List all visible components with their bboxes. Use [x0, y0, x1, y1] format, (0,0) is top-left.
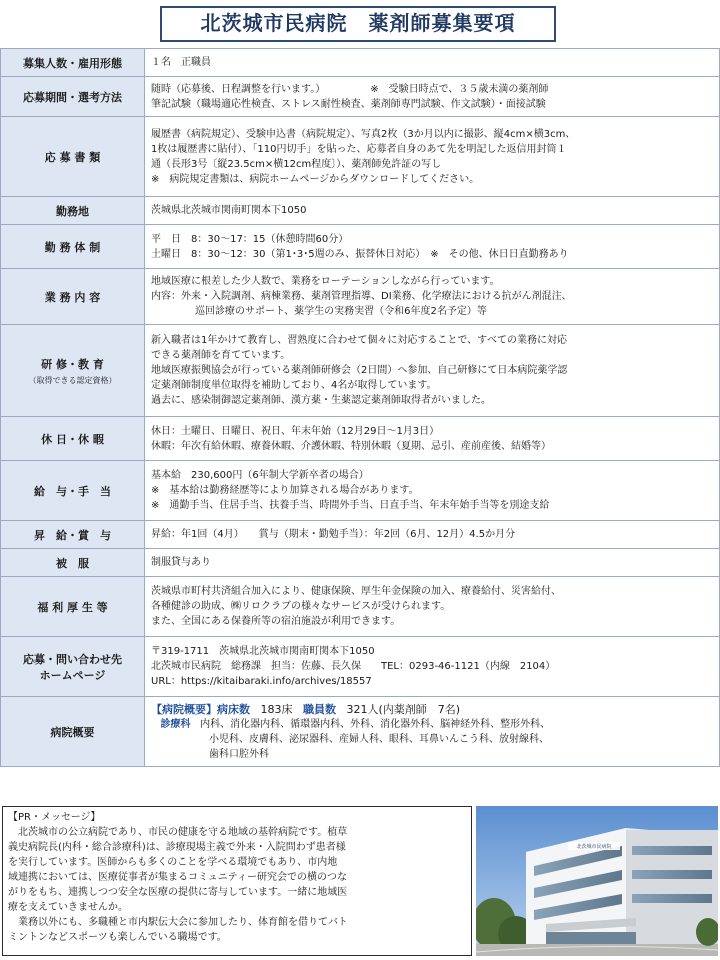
staff-label: 職員数	[303, 702, 336, 716]
pr-line: 北茨城市の公立病院であり、市民の健康を守る地域の基幹病院です。植草	[8, 827, 348, 838]
pr-line: 業務以外にも、多職種と市内駅伝大会に参加したり、体育館を借りてバト	[8, 917, 348, 928]
row-label: 病院概要	[1, 697, 145, 767]
table-row	[1, 49, 720, 77]
row-value	[145, 269, 720, 325]
row-label: 昇 給・賞 与	[1, 521, 145, 549]
pr-line: 義史病院長(内科・総合診療科)は、診療現場主義で外来・入院問わず患者様	[8, 842, 346, 853]
value-line: 定薬剤師制度単位取得を補助しており、4名が取得しています。	[151, 380, 437, 391]
value-line: ※ 基本給は勤務経歴等により加算される場合があります。	[151, 485, 419, 496]
value-line: ※ 通勤手当、住居手当、扶養手当、時間外手当、日直手当、年末年始手当等を別途支給	[151, 500, 550, 511]
value-line: 休日：土曜日、日曜日、祝日、年末年始（12月29日～1月3日）	[151, 425, 440, 437]
table-row	[1, 77, 720, 117]
value-line: ※ 病院規定書類は、病院ホームページからダウンロードしてください。	[151, 173, 480, 185]
table-row	[1, 577, 720, 637]
beds-label: 病床数	[217, 702, 250, 716]
dept-label: 診療科	[160, 718, 191, 730]
value-line: 新入職者は1年かけて教育し、習熟度に合わせて個々に対応することで、すべての業務に対応	[151, 335, 567, 346]
table-row	[1, 225, 720, 269]
row-value	[145, 461, 720, 521]
value-line: 1枚は履歴書に貼付）、「110円切手」を貼った、応募者自身のあて先を明記した返信用封筒１	[151, 143, 567, 155]
value-line: 平 日 8：30～17：15（休憩時間60分）	[151, 233, 349, 245]
table-row	[1, 697, 720, 767]
value-line: 北茨城市民病院 総務課 担当：佐藤、長久保 TEL：0293-46-1121（内線 2104）	[151, 661, 556, 672]
pr-line: がりをもち、連携しつつ安全な医療の提供に寄与しています。一緒に地域医	[8, 887, 348, 898]
value-line: 昇給：年1回（4月） 賞与（期末・勤勉手当）：年2回（6月、12月）4.5か月分	[151, 529, 516, 540]
table-row	[1, 637, 720, 697]
page-title: 北茨城市民病院 薬剤師募集要項	[160, 6, 556, 42]
value-line: 制服貸与あり	[151, 557, 211, 568]
beds-value: 183床	[260, 702, 293, 716]
table-row	[1, 269, 720, 325]
hospital-building-illustration	[476, 806, 718, 956]
row-label-text: 応募・問い合わせ先	[23, 652, 122, 666]
dept-list: 内科、消化器内科、循環器内科、外科、消化器外科、脳神経外科、整形外科、	[200, 718, 551, 730]
pr-message-box	[2, 806, 472, 956]
value-line: 内容：外来・入院調剤、病棟業務、薬剤管理指導、DI業務、化学療法における抗がん剤混注、	[151, 291, 572, 302]
row-label: 応 募 書 類	[1, 117, 145, 197]
value-line: 巡回診療のサポート、薬学生の実務実習（令和6年度2名予定）等	[195, 306, 487, 317]
value-line: できる薬剤師を育てています。	[151, 350, 291, 361]
value-line: 筆記試験（職場適応性検査、ストレス耐性検査、薬剤師専門試験、作文試験）・面接試験	[151, 98, 546, 110]
value-line: 茨城県北茨城市関南町関本下1050	[151, 205, 307, 216]
row-value	[145, 325, 720, 417]
hospital-building-photo	[476, 806, 718, 956]
row-label: 被 服	[1, 549, 145, 577]
table-row	[1, 521, 720, 549]
value-line: 過去に、感染制御認定薬剤師、漢方薬・生薬認定薬剤師取得者がいました。	[151, 395, 491, 406]
dept-line: 小児科、皮膚科、泌尿器科、産婦人科、眼科、耳鼻いんこう科、放射線科、	[209, 733, 549, 745]
value-line: 茨城県市町村共済組合加入により、健康保険、厚生年金保険の加入、療養給付、災害給付、	[151, 586, 561, 597]
row-value	[145, 77, 720, 117]
requirements-table	[0, 48, 720, 767]
row-label: 勤務地	[1, 197, 145, 225]
row-label-text: ホームページ	[39, 668, 106, 682]
contact-url[interactable]: URL：https://kitaibaraki.info/archives/18557	[151, 676, 372, 687]
row-value	[145, 417, 720, 461]
staff-value: 321人(内薬剤師 7名)	[346, 702, 461, 716]
pr-line: ミントンなどスポーツも楽しんでいる職場です。	[8, 932, 227, 943]
overview-heading: 【病院概要】	[151, 702, 217, 716]
building-sign: 北茨城市民病院	[576, 844, 612, 850]
row-label-text: 研 修・教 育	[41, 357, 104, 371]
row-sublabel: （取得できる認定資格）	[28, 375, 117, 385]
row-value	[145, 117, 720, 197]
value-line: 休暇：年次有給休暇、療養休暇、介護休暇、特別休暇（夏期、忌引、産前産後、結婚等）	[151, 440, 551, 452]
row-value	[145, 637, 720, 697]
row-label	[1, 637, 145, 697]
row-value	[145, 225, 720, 269]
table-row	[1, 417, 720, 461]
overview-head	[151, 702, 713, 717]
pr-line: 域連携においては、医療従事者が集まるコミュニティー研究会での横のつな	[8, 872, 347, 883]
row-label: 福 利 厚 生 等	[1, 577, 145, 637]
table-row	[1, 197, 720, 225]
pr-line: 療を支えていきませんか。	[8, 902, 128, 913]
dept-line	[151, 717, 713, 732]
value-line: 〒319-1711 茨城県北茨城市関南町関本下1050	[151, 646, 375, 657]
row-value	[145, 577, 720, 637]
row-value	[145, 49, 720, 77]
value-line: 地域医療に根差した少人数で、業務をローテーションしながら行っています。	[151, 276, 500, 287]
row-label: 業 務 内 容	[1, 269, 145, 325]
row-label: 給 与・手 当	[1, 461, 145, 521]
value-line: 地域医療振興協会が行っている薬剤師研修会（2日間）へ参加、自己研修にて日本病院薬学認	[151, 365, 568, 376]
row-value	[145, 549, 720, 577]
row-label	[1, 325, 145, 417]
row-label: 勤 務 体 制	[1, 225, 145, 269]
row-label: 募集人数・雇用形態	[1, 49, 145, 77]
value-line: 基本給 230,600円（6年制大学新卒者の場合）	[151, 470, 369, 481]
value-line: 通（長形3号〔縦23.5cm×横12cm程度〕）、薬剤師免許証の写し	[151, 158, 442, 170]
value-line: 履歴書（病院規定）、受験申込書（病院規定）、写真2枚（3か月以内に撮影、縦4cm×横3cm、	[151, 128, 576, 140]
table-row	[1, 117, 720, 197]
table-row	[1, 461, 720, 521]
table-row	[1, 549, 720, 577]
pr-line: を実行しています。医師からも多くのことを学べる環境でもあり、市内地	[8, 857, 338, 868]
row-label: 休 日・休 暇	[1, 417, 145, 461]
row-value	[145, 521, 720, 549]
table-row	[1, 325, 720, 417]
value-line: １名 正職員	[151, 57, 211, 68]
value-line: 土曜日 8：30～12：30（第1･3･5週のみ、振替休日対応） ※ その他、休日日直勤務あり	[151, 248, 569, 260]
row-label: 応募期間・選考方法	[1, 77, 145, 117]
dept-line: 歯科口腔外科	[209, 748, 269, 760]
pr-heading: 【PR・メッセージ】	[8, 812, 101, 823]
value-line: 随時（応募後、日程調整を行います。） ※ 受験日時点で、３５歳未満の薬剤師	[151, 83, 549, 95]
value-line: 各種健診の助成、㈱リロクラブの様々なサービスが受けられます。	[151, 601, 451, 612]
row-value	[145, 697, 720, 767]
row-value	[145, 197, 720, 225]
value-line: また、全国にある保養所等の宿泊施設が利用できます。	[151, 616, 401, 627]
